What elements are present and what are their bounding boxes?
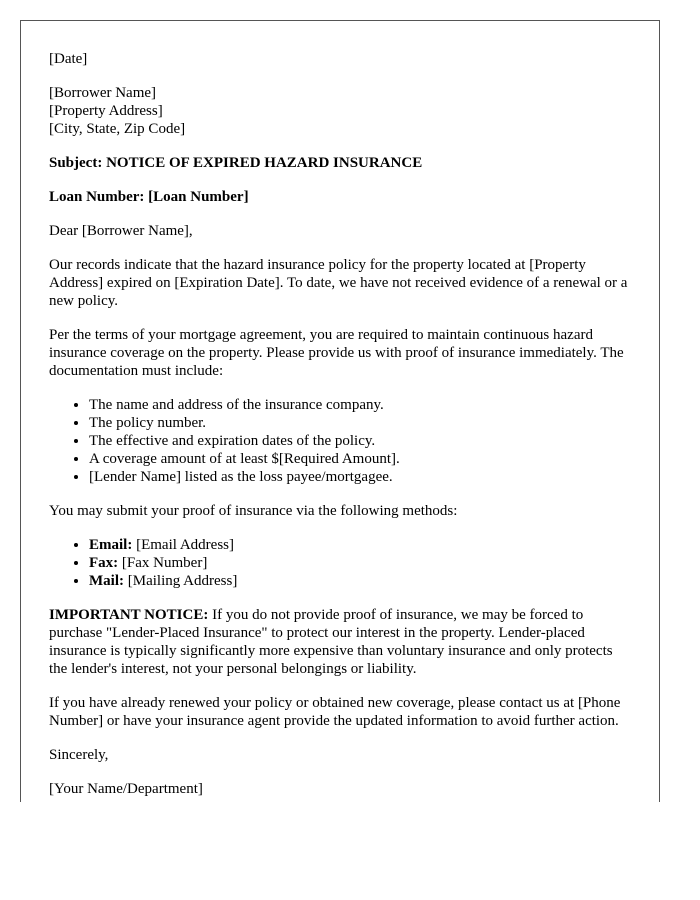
method-mail-label: Mail:: [89, 573, 124, 589]
salutation: Dear [Borrower Name],: [49, 223, 193, 239]
method-fax: [89, 554, 631, 572]
recipient-address: [Property Address]: [49, 103, 163, 119]
list-item: • The name and address of the insurance company.: [89, 396, 631, 414]
important-notice-label: IMPORTANT NOTICE:: [49, 607, 209, 623]
important-notice: [49, 606, 631, 678]
list-item: • A coverage amount of at least $[Required Amount].: [89, 450, 631, 468]
submission-methods-list: [49, 536, 631, 590]
letter-date: [Date]: [49, 51, 88, 67]
recipient-city-state-zip: [City, State, Zip Code]: [49, 121, 186, 137]
paragraph-requirements-intro: Per the terms of your mortgage agreement, you are required to maintain continuous hazard insurance coverage on the property. Please provide us with proof of insurance immediately. The documentation must include:: [49, 327, 624, 379]
method-email: [89, 536, 631, 554]
method-email-label: Email:: [89, 537, 133, 553]
method-fax-value: [Fax Number]: [118, 555, 208, 571]
closing: Sincerely,: [49, 747, 109, 763]
method-fax-label: Fax:: [89, 555, 119, 571]
list-item: • The effective and expiration dates of the policy.: [89, 432, 631, 450]
method-mail: [89, 572, 631, 590]
important-notice-text: If you do not provide proof of insurance, we may be forced to purchase "Lender-Placed Insurance" to protect our interest in the property. Lender-placed insurance is typically significantly more expensive than voluntary insurance and only protects the lender's interest, not your personal belongings or liability.: [49, 607, 613, 677]
recipient-block: [49, 84, 631, 138]
recipient-name: [Borrower Name]: [49, 85, 157, 101]
subject-line: [49, 154, 631, 172]
subject-text: Subject: NOTICE OF EXPIRED HAZARD INSURANCE: [49, 155, 423, 171]
submit-intro: You may submit your proof of insurance via the following methods:: [49, 503, 458, 519]
list-item: • [Lender Name] listed as the loss payee/mortgagee.: [89, 468, 631, 486]
loan-number-line: [49, 188, 631, 206]
method-mail-value: [Mailing Address]: [124, 573, 238, 589]
signature: [Your Name/Department]: [49, 781, 203, 797]
paragraph-contact: If you have already renewed your policy or obtained new coverage, please contact us at [Phone Number] or have your insurance agent provide the updated information to avoid further action.: [49, 695, 621, 729]
method-email-value: [Email Address]: [132, 537, 234, 553]
list-item: • The policy number.: [89, 414, 631, 432]
paragraph-expired-notice: Our records indicate that the hazard insurance policy for the property located at [Property Address] expired on [Expiration Date]. To date, we have not received evidence of a renewal or a new policy.: [49, 257, 628, 309]
loan-number-text: Loan Number: [Loan Number]: [49, 189, 249, 205]
letter-page: [20, 20, 660, 802]
requirements-list: [49, 396, 631, 486]
